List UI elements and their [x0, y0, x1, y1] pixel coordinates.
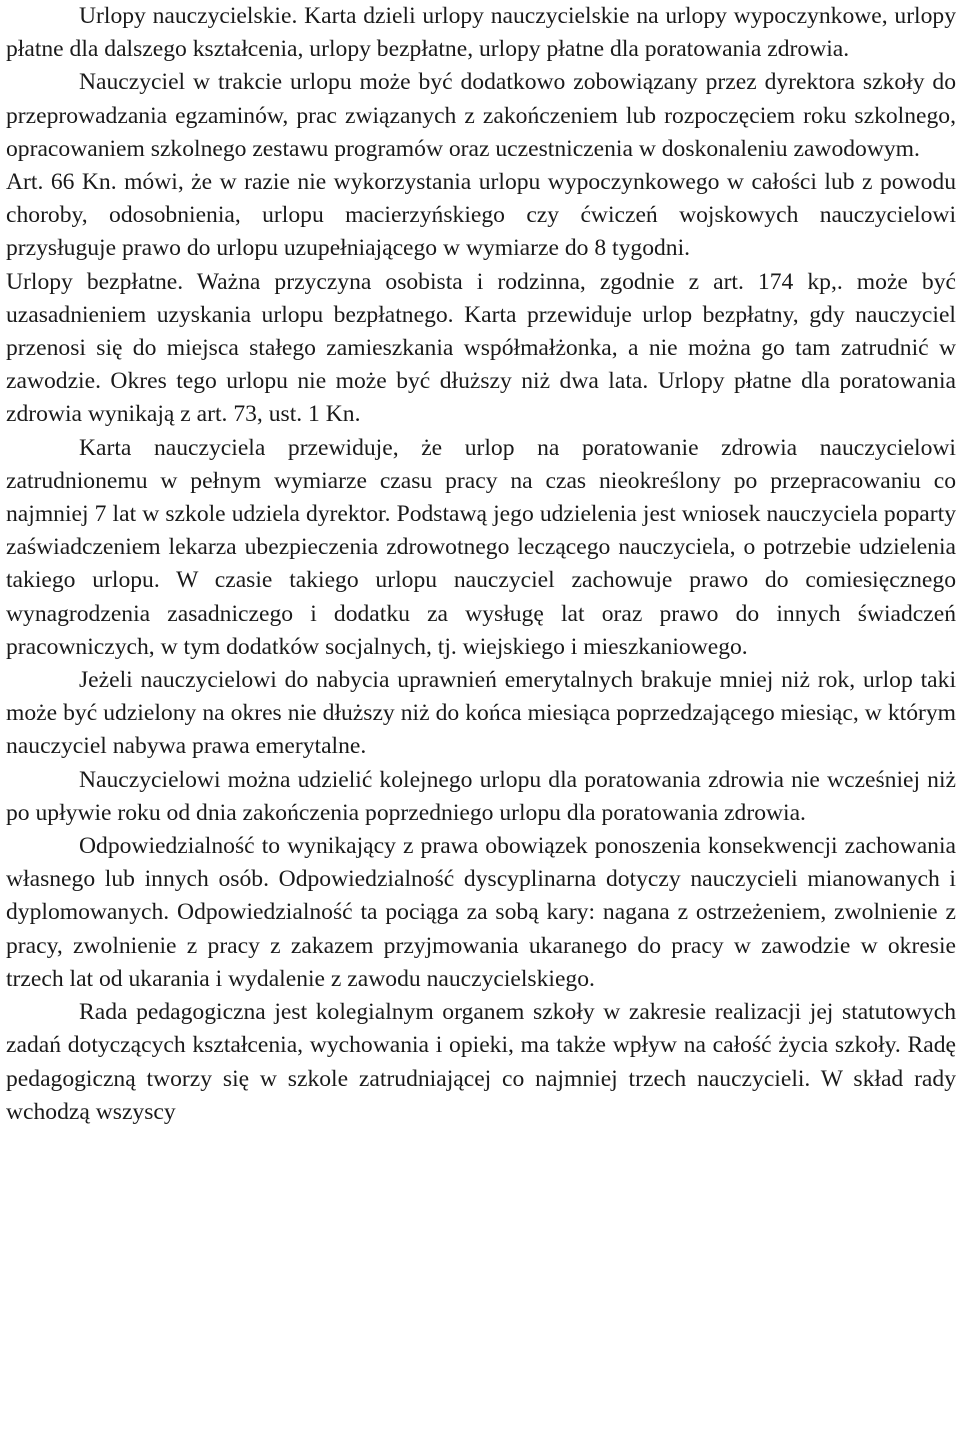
paragraph-urlopy-nauczycielskie: Urlopy nauczycielskie. Karta dzieli urlopy nauczycielskie na urlopy wypoczynkowe, urlopy płatne dla dalszego kształcenia, urlopy bezpłatne, urlopy płatne dla poratowania zdrowia.: [6, 3, 956, 63]
document-page: [6, 0, 956, 1129]
paragraph-rada-pedagogiczna: Rada pedagogiczna jest kolegialnym organem szkoły w zakresie realizacji jej statutowych zadań dotyczących kształcenia, wychowania i opieki, ma także wpływ na całość życia szkoły. Radę pedagogiczną tworzy się w szkole zatrudniającej co najmniej trzech nauczycieli. W skład rady wchodzą wszyscy: [6, 999, 956, 1125]
paragraph-obowiazki-w-trakcie-urlopu: Nauczyciel w trakcie urlopu może być dodatkowo zobowiązany przez dyrektora szkoły do przeprowadzania egzaminów, prac związanych z zakończeniem lub rozpoczęciem roku szkolnego, opracowaniem szkolnego zestawu programów oraz uczestniczenia w doskonaleniu zawodowym.: [6, 69, 956, 162]
paragraph-uprawnienia-emerytalne: Jeżeli nauczycielowi do nabycia uprawnień emerytalnych brakuje mniej niż rok, urlop taki może być udzielony na okres nie dłuższy niż do końca miesiąca poprzedzającego miesiąc, w którym nauczyciel nabywa prawa emerytalne.: [6, 667, 956, 760]
paragraph-urlop-poratowanie-zdrowia: Karta nauczyciela przewiduje, że urlop na poratowanie zdrowia nauczycielowi zatrudnionemu w pełnym wymiarze czasu pracy na czas nieokreślony po przepracowaniu co najmniej 7 lat w szkole udziela dyrektor. Podstawą jego udzielenia jest wniosek nauczyciela poparty zaświadczeniem lekarza ubezpieczenia zdrowotnego leczącego nauczyciela, o potrzebie udzielenia takiego urlopu. W czasie takiego urlopu nauczyciel zachowuje prawo do comiesięcznego wynagrodzenia zasadniczego i dodatku za wysługę lat oraz prawo do innych świadczeń pracowniczych, w tym dodatków socjalnych, tj. wiejskiego i mieszkaniowego.: [6, 434, 956, 660]
paragraph-art-66: Art. 66 Kn. mówi, że w razie nie wykorzystania urlopu wypoczynkowego w całości lub z powodu choroby, odosobnienia, urlopu macierzyńskiego czy ćwiczeń wojskowych nauczycielowi przysługuje prawo do urlopu uzupełniającego w wymiarze do 8 tygodni.: [6, 169, 956, 262]
paragraph-urlopy-bezplatne: Urlopy bezpłatne. Ważna przyczyna osobista i rodzinna, zgodnie z art. 174 kp,. może być uzasadnieniem uzyskania urlopu bezpłatnego. Karta przewiduje urlop bezpłatny, gdy nauczyciel przenosi się do miejsca stałego zamieszkania współmałżonka, a nie można go tam zatrudnić w zawodzie. Okres tego urlopu nie może być dłuższy niż dwa lata. Urlopy płatne dla poratowania zdrowia wynikają z art. 73, ust. 1 Kn.: [6, 268, 956, 428]
paragraph-odpowiedzialnosc: Odpowiedzialność to wynikający z prawa obowiązek ponoszenia konsekwencji zachowania własnego lub innych osób. Odpowiedzialność dyscyplinarna dotyczy nauczycieli mianowanych i dyplomowanych. Odpowiedzialność ta pociąga za sobą kary: nagana z ostrzeżeniem, zwolnienie z pracy, zwolnienie z pracy z zakazem przyjmowania ukaranego do pracy w zawodzie w okresie trzech lat od ukarania i wydalenie z zawodu nauczycielskiego.: [6, 833, 956, 992]
paragraph-kolejny-urlop: Nauczycielowi można udzielić kolejnego urlopu dla poratowania zdrowia nie wcześniej niż po upływie roku od dnia zakończenia poprzedniego urlopu dla poratowania zdrowia.: [6, 766, 956, 826]
